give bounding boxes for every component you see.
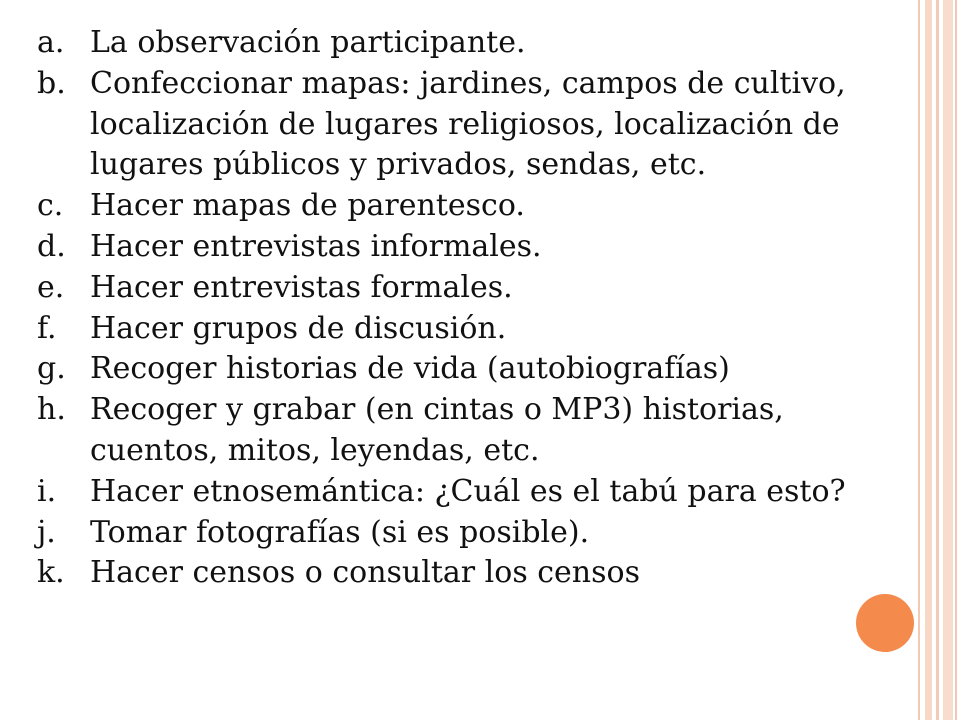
list-item-text: Hacer entrevistas formales. [90,269,513,305]
list-marker: a. [37,25,65,60]
list-marker: h. [37,392,66,428]
list-marker: f. [37,310,57,346]
list-item-text: Recoger y grabar (en cintas o MP3) historias, cuentos, mitos, leyendas, etc. [90,392,784,468]
list-item [0,309,880,350]
list-marker: d. [37,228,66,264]
accent-circle [856,594,914,652]
frame-stripe [936,0,939,720]
frame-stripe [925,0,932,720]
list-item-text: Hacer censos o consultar los censos [90,555,640,591]
list-item [0,349,880,390]
list-item-text: Hacer entrevistas informales. [90,228,542,264]
list-item-text: Hacer mapas de parentesco. [90,188,525,224]
list-marker: c. [37,188,64,224]
lettered-list [0,23,880,594]
frame-stripe [943,0,953,720]
list-item-text: Confeccionar mapas: jardines, campos de cultivo, localización de lugares religiosos, localización de lugares públicos y privados, sendas, etc. [90,65,846,183]
list-item [0,227,880,268]
list-item-text: Recoger historias de vida (autobiografías) [90,351,730,387]
list-marker: k. [37,555,65,591]
list-item [0,390,880,472]
list-marker: j. [37,514,56,550]
list-item [0,268,880,309]
list-item [0,472,880,513]
list-item-text: Tomar fotografías (si es posible). [90,514,590,550]
list-item-text: Hacer grupos de discusión. [90,310,507,346]
frame-stripe [955,0,957,720]
frame-stripe [918,0,920,720]
list-marker: e. [37,269,65,305]
list-item [0,513,880,554]
list-marker: i. [37,473,57,509]
list-marker: b. [37,65,66,101]
list-item [0,23,880,64]
list-item-text: La observación participante. [90,25,526,60]
list-item [0,186,880,227]
list-item-text: Hacer etnosemántica: ¿Cuál es el tabú para esto? [90,473,846,509]
list-item [0,553,880,594]
list-marker: g. [37,351,66,387]
list-item [0,64,880,186]
